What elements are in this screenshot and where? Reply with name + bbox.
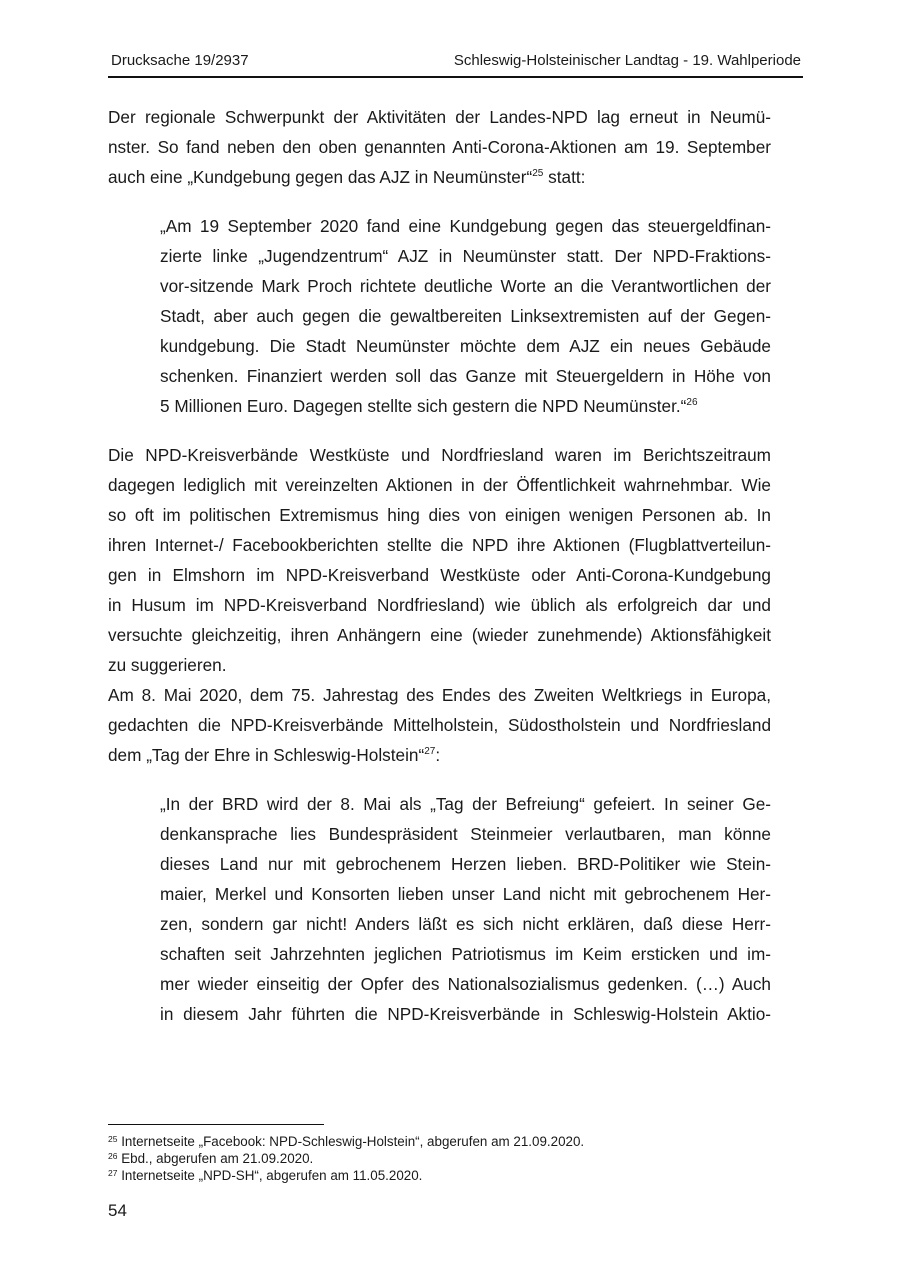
body-line: Die NPD-Kreisverbände Westküste und Nordfriesland waren im Berichtszeitraum (108, 445, 771, 465)
quote-line: „In der BRD wird der 8. Mai als „Tag der Befreiung“ gefeiert. In seiner Ge- (160, 794, 771, 814)
quote-line: mer wieder einseitig der Opfer des Nationalsozialismus gedenken. (…) Auch (160, 974, 771, 994)
body-line: so oft im politischen Extremismus hing dies von einigen wenigen Personen ab. In (108, 505, 771, 525)
footnote-ref: 26 (686, 397, 698, 408)
quote-line: schaften seit Jahrzehnten jeglichen Patriotismus im Keim ersticken und im- (160, 944, 771, 964)
footnote: $^{26}$ Ebd., abgerufen am 21.09.2020. (108, 1151, 314, 1166)
quote-line: dieses Land nur mit gebrochenem Herzen lieben. BRD-Politiker wie Stein- (160, 854, 771, 874)
body-line: Der regionale Schwerpunkt der Aktivitäten der Landes-NPD lag erneut in Neumü- (108, 107, 771, 127)
quote-line: 5 Millionen Euro. Dagegen stellte sich gestern die NPD Neumünster.“$^{26}$ (160, 396, 698, 416)
header-rule (108, 76, 803, 78)
page-number: 54 (108, 1201, 127, 1220)
body-line: auch eine „Kundgebung gegen das AJZ in Neumünster“$^{25}$ statt: (108, 167, 586, 187)
parliament-title: Schleswig-Holsteinischer Landtag - 19. Wahlperiode (453, 52, 801, 69)
footnote-ref: 25 (532, 168, 544, 179)
body-line: nster. So fand neben den oben genannten Anti-Corona-Aktionen am 19. September (108, 137, 771, 157)
quote-line: denkansprache lies Bundespräsident Steinmeier verlautbaren, man könne (160, 824, 771, 844)
body-line: Am 8. Mai 2020, dem 75. Jahrestag des Endes des Zweiten Weltkriegs in Europa, (108, 685, 771, 705)
body-line: gen in Elmshorn im NPD-Kreisverband Westküste oder Anti-Corona-Kundgebung (108, 565, 771, 585)
body-line: dem „Tag der Ehre in Schleswig-Holstein“$^{27}$: (108, 745, 441, 765)
quote-line: maier, Merkel und Konsorten lieben unser Land nicht mit gebrochenem Her- (160, 884, 771, 904)
document-number: Drucksache 19/2937 (111, 52, 249, 69)
quote-line: in diesem Jahr führten die NPD-Kreisverbände in Schleswig-Holstein Aktio- (160, 1004, 771, 1024)
footnote-separator (108, 1124, 324, 1125)
body-line: ihren Internet-/ Facebookberichten stellte die NPD ihre Aktionen (Flugblattverteilun- (108, 535, 771, 555)
footnote: $^{27}$ Internetseite „NPD-SH“, abgerufen am 11.05.2020. (108, 1168, 423, 1183)
quote-line: kundgebung. Die Stadt Neumünster möchte dem AJZ ein neues Gebäude (160, 336, 771, 356)
quote-line: Stadt, aber auch gegen die gewaltbereiten Linksextremisten auf der Gegen- (160, 306, 771, 326)
quote-line: „Am 19 September 2020 fand eine Kundgebung gegen das steuergeldfinan- (160, 216, 771, 236)
body-line: in Husum im NPD-Kreisverband Nordfriesland) wie üblich als erfolgreich dar und (108, 595, 771, 615)
quote-line: vor-sitzende Mark Proch richtete deutliche Worte an die Verantwortlichen der (160, 276, 771, 296)
body-line: versuchte gleichzeitig, ihren Anhängern eine (wieder zunehmende) Aktionsfähigkeit (108, 625, 771, 645)
body-line: dagegen lediglich mit vereinzelten Aktionen in der Öffentlichkeit wahrnehmbar. Wie (108, 475, 771, 495)
footnote-ref: 27 (424, 746, 436, 757)
footnote: $^{25}$ Internetseite „Facebook: NPD-Schleswig-Holstein“, abgerufen am 21.09.2020. (108, 1134, 585, 1149)
quote-line: zierte linke „Jugendzentrum“ AJZ in Neumünster statt. Der NPD-Fraktions- (160, 246, 771, 266)
quote-line: schenken. Finanziert werden soll das Ganze mit Steuergeldern in Höhe von (160, 366, 771, 386)
body-line: zu suggerieren. (108, 655, 227, 675)
quote-line: zen, sondern gar nicht! Anders läßt es sich nicht erklären, daß diese Herr- (160, 914, 771, 934)
body-line: gedachten die NPD-Kreisverbände Mittelholstein, Südostholstein und Nordfriesland (108, 715, 771, 735)
running-header (108, 52, 803, 76)
